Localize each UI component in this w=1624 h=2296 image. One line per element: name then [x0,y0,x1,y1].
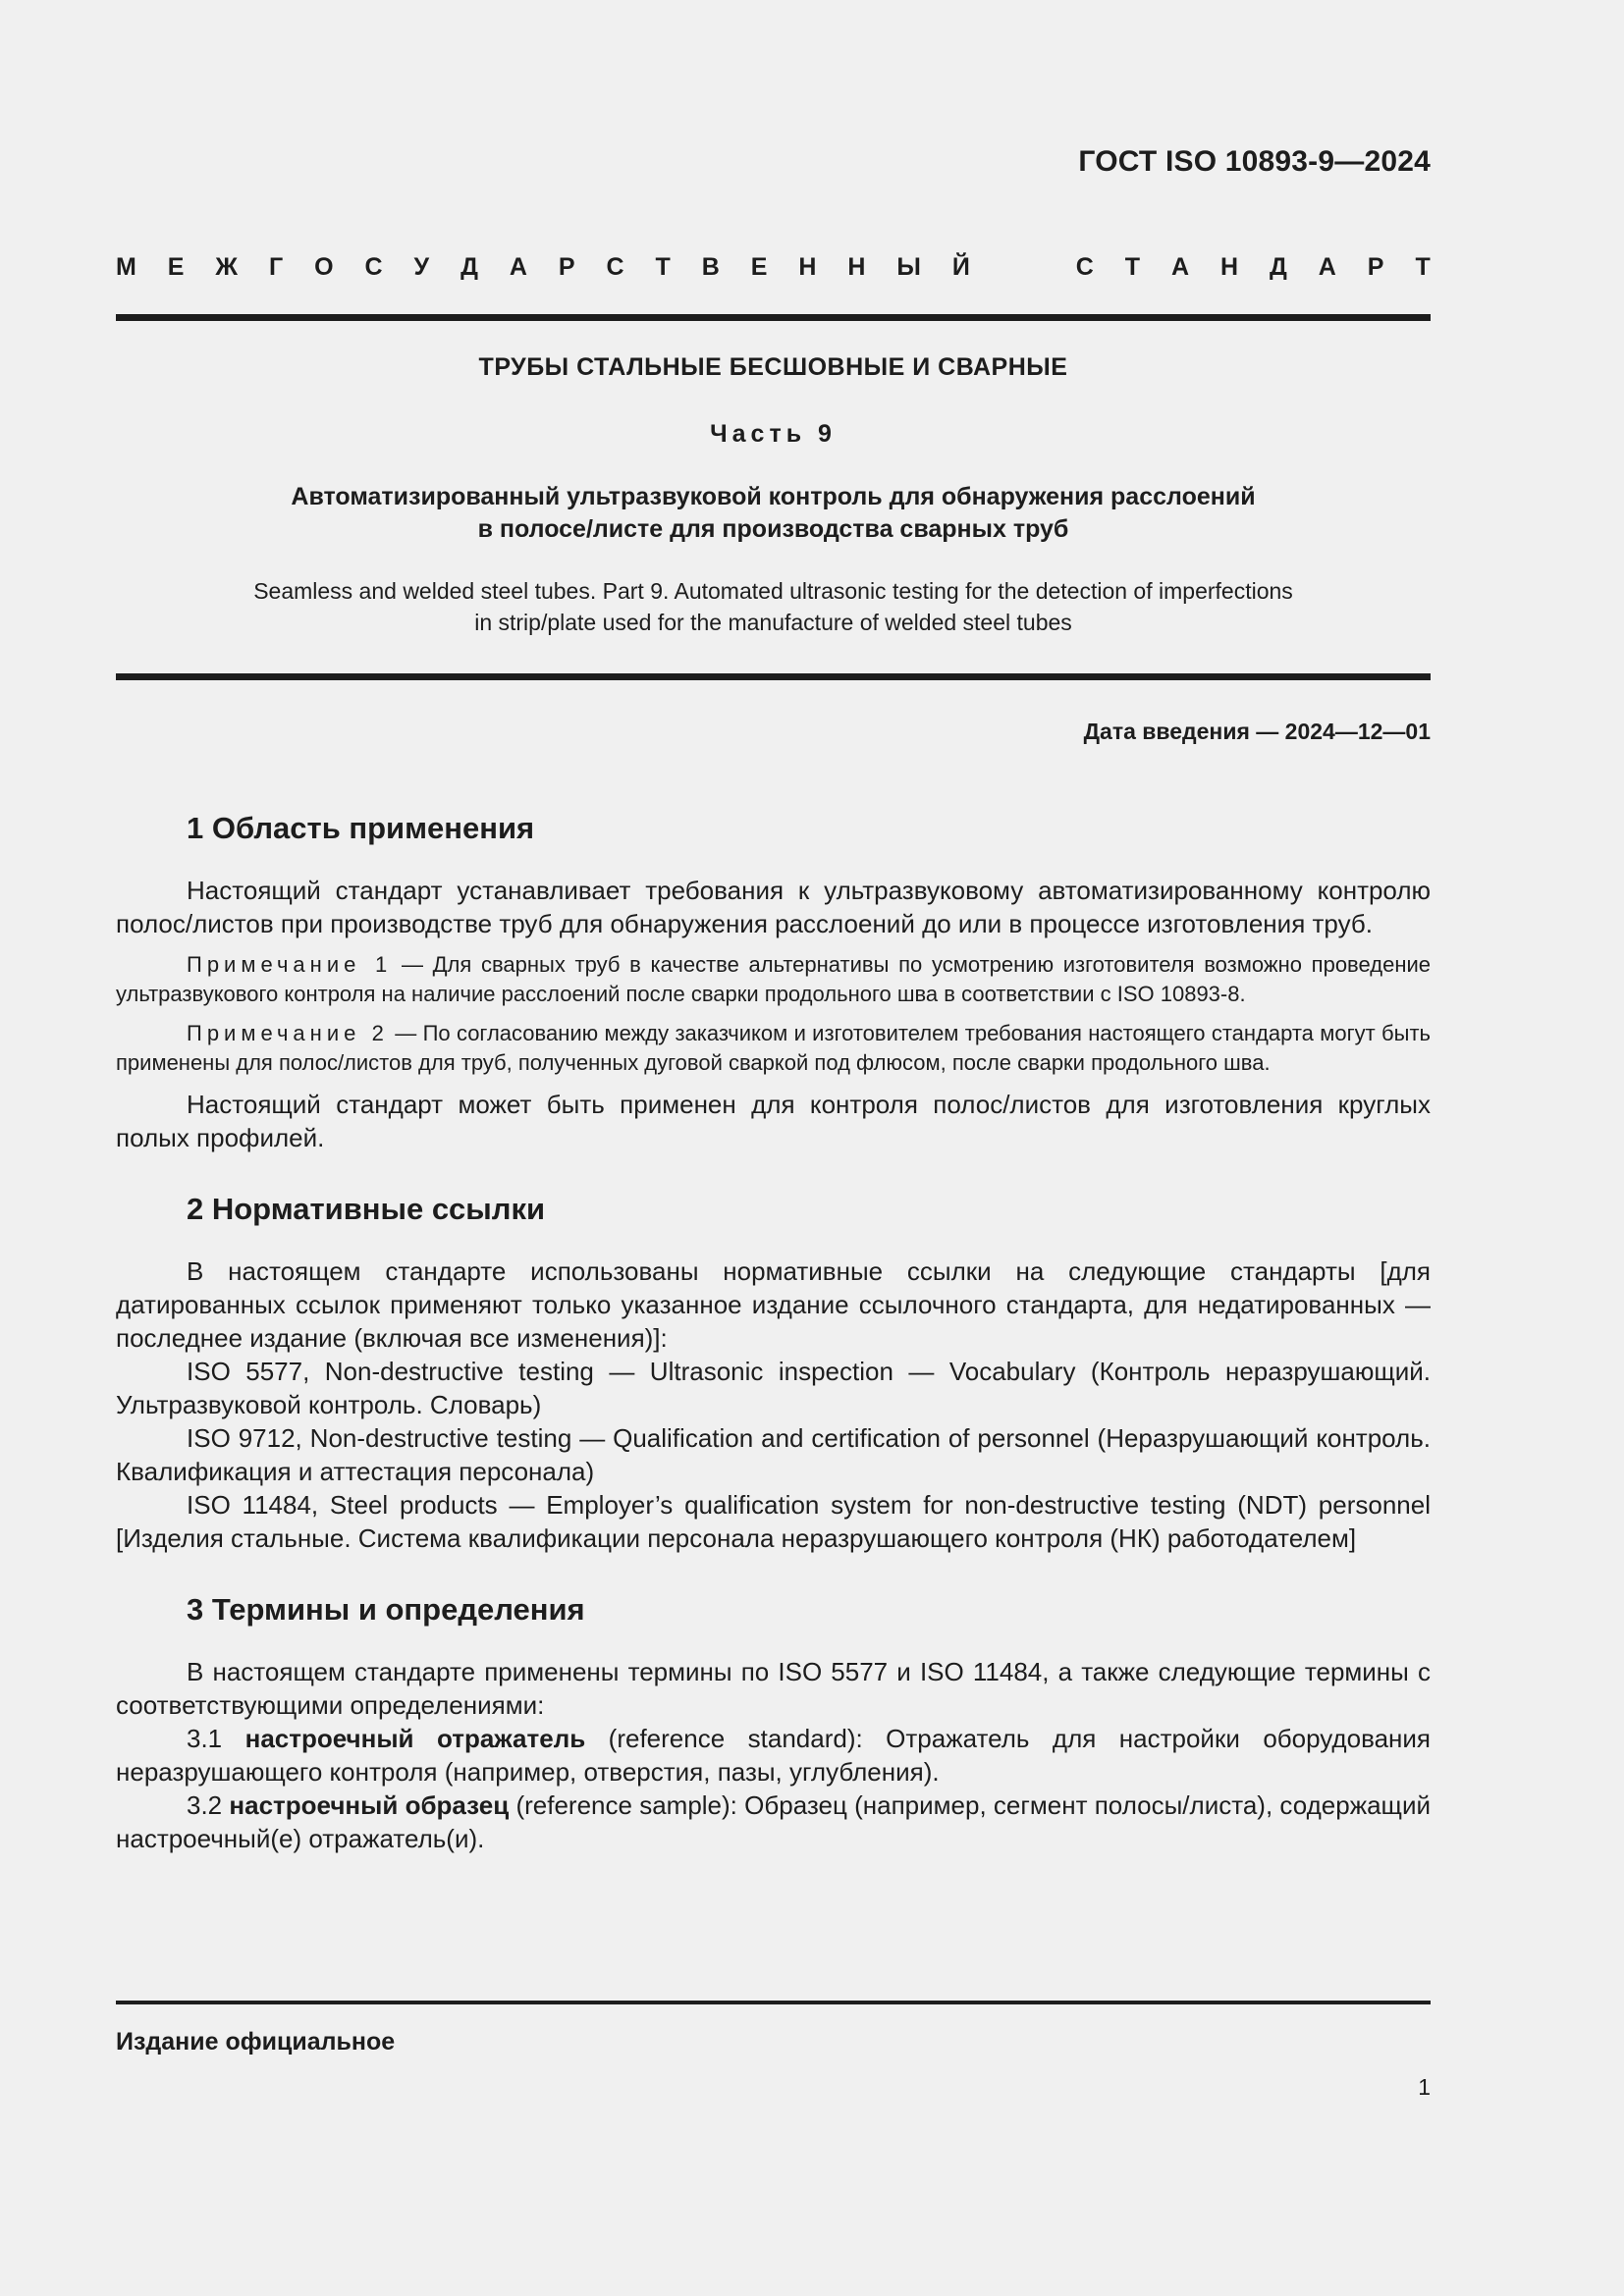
subtitle-line: Автоматизированный ультразвуковой контроль для обнаружения расслоений [291,483,1256,510]
term-definition-text: (reference standard): Отражатель для настройки оборудования неразрушающего контроля (например, отверстия, пазы, углубления). [116,1724,1432,1787]
document-title: ТРУБЫ СТАЛЬНЫЕ БЕСШОВНЫЕ И СВАРНЫЕ [478,353,1068,381]
interstate-letter: Н [1220,253,1239,281]
interstate-letter: О [314,253,334,281]
note-label: Примечание 2 [187,1021,389,1045]
part-label: Часть 9 [710,420,837,448]
interstate-letter: А [1318,253,1336,281]
term-definition [116,1722,1431,1789]
note-text: — Для сварных труб в качестве альтернативы по усмотрению изготовителя возможно проведение ультразвукового контроля на наличие расслоений после сварки продольного шва в соответствии с ISO 10893-8. [116,952,1431,1006]
interstate-letter: С [606,253,624,281]
reference-item: ISO 9712, Non-destructive testing — Qualification and certification of personnel (Неразрушающий контроль. Квалификация и аттестация персонала) [116,1423,1431,1486]
document-subtitle [116,481,1431,546]
section-heading: 1 Область применения [187,811,535,845]
footer-rule [116,2001,1431,2004]
term-name: настроечный отражатель [244,1724,586,1753]
interstate-letter: Т [655,253,671,281]
term-number: 3.1 [187,1724,245,1753]
term-number: 3.2 [187,1790,230,1820]
paragraph: В настоящем стандарте использованы нормативные ссылки на следующие стандарты [для датированных ссылок применяют только указанное издание ссылочного стандарта, для недатированных — последнее издание (включая все изменения)]: [116,1256,1431,1353]
section-heading: 2 Нормативные ссылки [187,1192,546,1226]
gost-number: ГОСТ ISO 10893-9—2024 [1078,145,1431,178]
header-rule [116,314,1431,321]
word-gap [1001,253,1045,282]
paragraph: Настоящий стандарт устанавливает требования к ультразвуковому автоматизированному контролю полос/листов при производстве труб для обнаружения расслоений до или в процессе изготовления труб. [116,876,1431,938]
term-definition-text: (reference sample): Образец (например, сегмент полосы/листа), содержащий настроечный(е) отражатель(и). [116,1790,1431,1853]
note [116,1019,1431,1078]
interstate-letter: С [1075,253,1094,281]
reference-item: ISO 5577, Non-destructive testing — Ultrasonic inspection — Vocabulary (Контроль неразрушающий. Ультразвуковой контроль. Словарь) [116,1357,1431,1419]
interstate-letter: В [701,253,720,281]
interstate-letter: Н [847,253,866,281]
interstate-letter: М [116,253,136,281]
interstate-letter: А [1170,253,1190,281]
note [116,950,1431,1009]
english-title-line: in strip/plate used for the manufacture of welded steel tubes [474,610,1072,635]
interstate-letter: Т [1415,253,1431,281]
introduction-date: Дата введения — 2024—12—01 [1083,719,1431,744]
subtitle-line: в полосе/листе для производства сварных труб [477,515,1069,543]
note-label: Примечание 1 [187,952,393,977]
document-body [116,807,1431,1855]
interstate-letter: Т [1124,253,1141,281]
page-number: 1 [1418,2074,1431,2100]
interstate-letter: Н [798,253,817,281]
interstate-letter: Д [1270,253,1287,281]
interstate-letter: Р [558,253,575,281]
reference-item: ISO 11484, Steel products — Employer’s qualification system for non-destructive testing (NDT) personnel [Изделия стальные. Система квалификации персонала неразрушающего контроля (НК) работодателем] [116,1490,1431,1553]
paragraph: В настоящем стандарте применены термины по ISO 5577 и ISO 11484, а также следующие термины с соответствующими определениями: [116,1657,1431,1720]
interstate-letter: Й [951,253,970,281]
interstate-standard-label [116,253,1431,282]
interstate-letter: Р [1367,253,1384,281]
title-rule [116,673,1431,680]
paragraph: Настоящий стандарт может быть применен для контроля полос/листов для изготовления круглых полых профилей. [116,1090,1431,1152]
interstate-letter: Ж [215,253,239,281]
interstate-letter: Г [268,253,284,281]
note-text: — По согласованию между заказчиком и изготовителем требования настоящего стандарта могут быть применены для полос/листов для труб, полученных дуговой сваркой под флюсом, после сварки продольного шва. [116,1021,1431,1075]
interstate-letter: У [413,253,430,281]
interstate-letter: А [509,253,527,281]
interstate-letter: Е [750,253,768,281]
english-title-line: Seamless and welded steel tubes. Part 9. Automated ultrasonic testing for the detection of imperfections [253,578,1293,604]
interstate-letter: Д [460,253,478,281]
interstate-letter: Е [167,253,185,281]
term-definition [116,1789,1431,1855]
english-title [116,575,1431,638]
interstate-letter: Ы [896,253,921,281]
official-edition-label: Издание официальное [116,2028,396,2056]
section-heading: 3 Термины и определения [187,1592,585,1627]
term-name: настроечный образец [229,1790,510,1820]
interstate-letter: С [364,253,383,281]
